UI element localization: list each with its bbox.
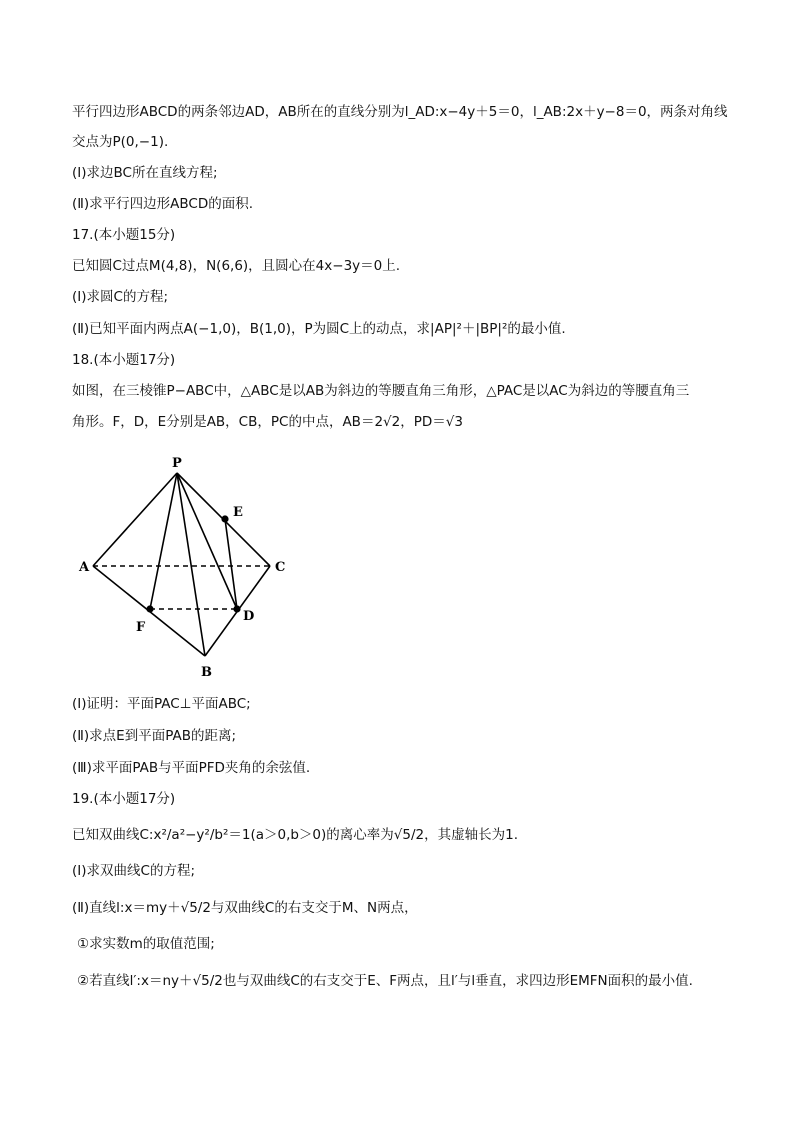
point-E [221,515,228,522]
label-A: A [79,560,90,575]
edge-PB [177,473,205,656]
pyramid-figure [70,448,300,684]
problem17-part2: (Ⅱ)已知平面内两点A(−1,0)，B(1,0)，P为圆C上的动点，求|AP|²＋|BP|²的最小值. [72,321,566,337]
edge-PA [93,473,177,566]
problem18-header: 18.(本小题17分) [72,352,176,368]
problem18-stem-line1: 如图，在三棱锥P−ABC中，△ABC是以AB为斜边的等腰直角三角形，△PAC是以AC为斜边的等腰直角三 [72,383,690,399]
label-B: B [201,665,212,680]
problem18-part1: (Ⅰ)证明：平面PAC⊥平面ABC; [72,696,251,712]
problem18-part2: (Ⅱ)求点E到平面PAB的距离; [72,728,237,744]
problem16-part1: (Ⅰ)求边BC所在直线方程; [72,165,218,181]
problem19-stem: 已知双曲线C:x²/a²−y²/b²＝1(a＞0,b＞0)的离心率为√5/2，其虚轴长为1. [72,827,518,843]
problem16-part2: (Ⅱ)求平行四边形ABCD的面积. [72,196,254,212]
problem18-part3: (Ⅲ)求平面PAB与平面PFD夹角的余弦值. [72,760,311,776]
label-D: D [243,609,255,624]
pyramid-diagram [70,448,300,684]
problem17-header: 17.(本小题15分) [72,227,176,243]
label-F: F [136,620,146,635]
problem18-stem-line2: 角形。F，D，E分别是AB，CB，PC的中点，AB＝2√2，PD＝√3 [72,414,463,430]
point-F [146,605,153,612]
problem19-part1: (Ⅰ)求双曲线C的方程; [72,863,195,879]
problem17-part1: (Ⅰ)求圆C的方程; [72,289,168,305]
label-P: P [172,456,182,471]
problem19-subpart2: ②若直线l′:x＝ny＋√5/2也与双曲线C的右支交于E、F两点，且l′与l垂直，求四边形EMFN面积的最小值. [77,973,693,989]
label-C: C [275,560,286,575]
problem19-part2: (Ⅱ)直线l:x＝my＋√5/2与双曲线C的右支交于M、N两点， [72,900,418,916]
point-D [233,605,240,612]
problem16-line1: 平行四边形ABCD的两条邻边AD，AB所在的直线分别为l_AD:x−4y＋5＝0，l_AB:2x＋y−8＝0，两条对角线 [72,104,728,120]
label-E: E [233,505,243,520]
problem17-stem: 已知圆C过点M(4,8)，N(6,6)，且圆心在4x−3y＝0上. [72,258,401,274]
problem16-line2: 交点为P(0,−1). [72,134,169,150]
problem19-header: 19.(本小题17分) [72,791,176,807]
segment-PF [150,473,177,609]
problem19-subpart1: ①求实数m的取值范围; [77,936,215,952]
